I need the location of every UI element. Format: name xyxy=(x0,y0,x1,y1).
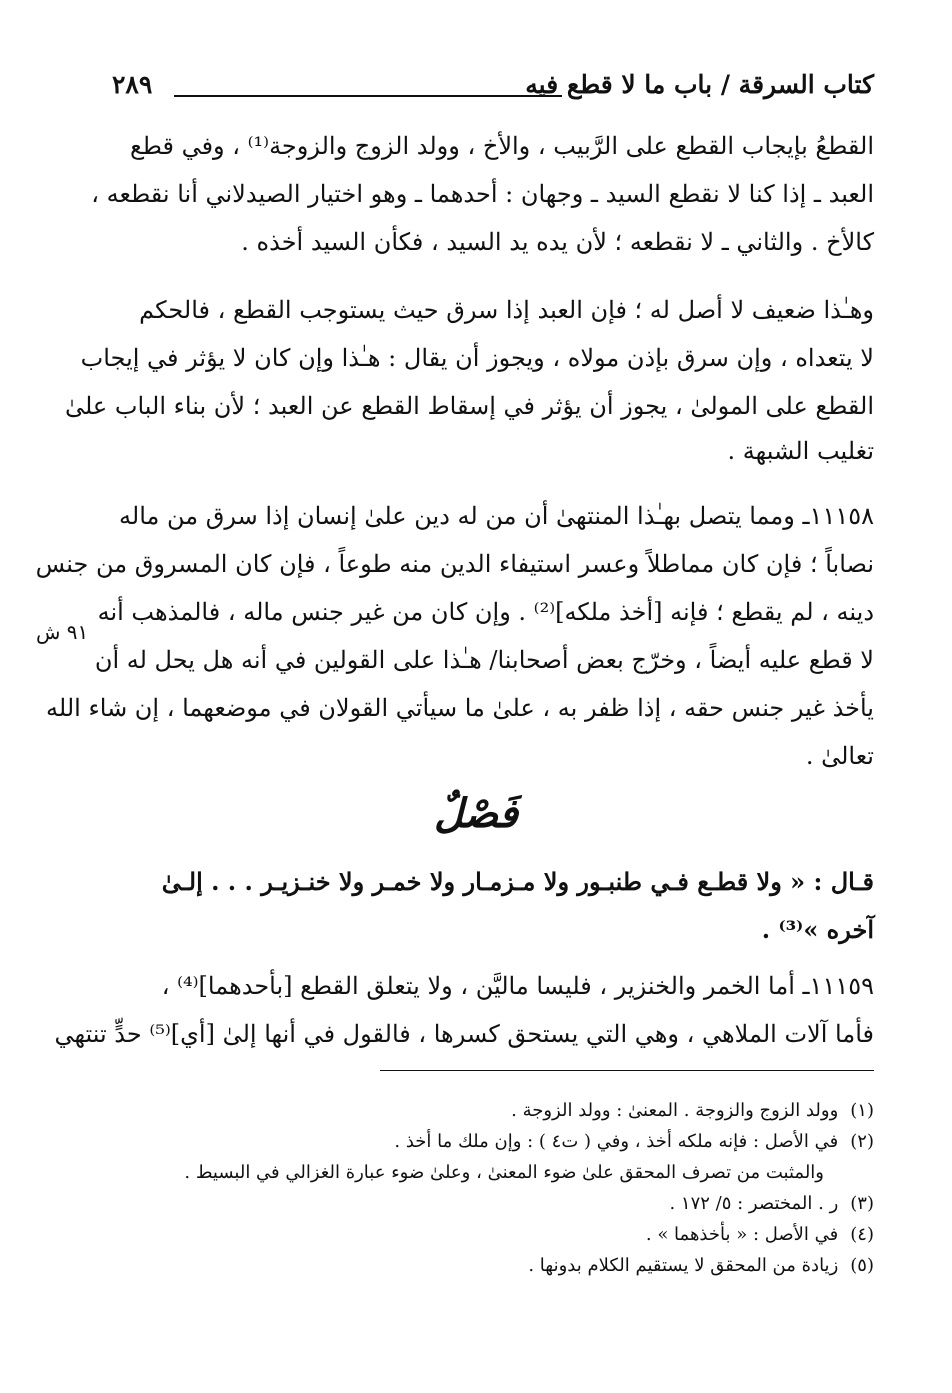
text-line: دينه ، لم يقطع ؛ فإنه [أخذ ملكه]⁽²⁾ . وإن كان من غير جنس ماله ، فالمذهب أنه xyxy=(97,598,874,626)
text-line: تعالىٰ . xyxy=(805,742,874,770)
footnote-item: (١) وولد الزوج والزوجة . المعنىٰ : وولد الزوجة . xyxy=(511,1100,874,1121)
text-line: يأخذ غير جنس حقه ، إذا ظفر به ، علىٰ ما سيأتي القولان في موضعهما ، إن شاء الله xyxy=(46,694,874,722)
text-line: لا يتعداه ، وإن سرق بإذن مولاه ، ويجوز أن يقال : هـٰذا وإن كان لا يؤثر في إيجاب xyxy=(80,344,874,372)
text-line: آخره »⁽³⁾ . xyxy=(761,915,874,944)
footnote-item: (٤) في الأصل : « بأخذهما » . xyxy=(645,1224,874,1245)
text-line: ١١١٥٨ـ ومما يتصل بهـٰذا المنتهىٰ أن من له دين علىٰ إنسان إذا سرق من ماله xyxy=(119,502,874,530)
text-line: القطع على المولىٰ ، يجوز أن يؤثر في إسقاط القطع عن العبد ؛ لأن بناء الباب علىٰ xyxy=(64,392,874,420)
text-line: نصاباً ؛ فإن كان مماطلاً وعسر استيفاء الدين منه طوعاً ، فإن كان المسروق من جنس xyxy=(35,550,874,578)
text-line: كالأخ . والثاني ـ لا نقطعه ؛ لأن يده يد السيد ، فكأن السيد أخذه . xyxy=(241,228,874,256)
header-rule xyxy=(174,95,562,97)
text-line: وهـٰذا ضعيف لا أصل له ؛ فإن العبد إذا سرق حيث يستوجب القطع ، فالحكم xyxy=(139,296,874,324)
footnote-item: (٢) في الأصل : فإنه ملكه أخذ ، وفي ( ت٤ ) : وإن ملك ما أخذ . xyxy=(394,1131,874,1152)
text-line: لا قطع عليه أيضاً ، وخرّج بعض أصحابنا/ هـٰذا على القولين في أنه هل يحل له أن xyxy=(94,646,874,674)
footnote-rule xyxy=(380,1070,874,1071)
page-number: ٢٨٩ xyxy=(112,70,153,99)
page-header xyxy=(112,70,874,110)
margin-note: ٩١ ش xyxy=(36,620,89,644)
footnote-item: والمثبت من تصرف المحقق علىٰ ضوء المعنىٰ ، وعلىٰ ضوء عبارة الغزالي في البسيط . xyxy=(184,1162,824,1183)
quoted-statement xyxy=(96,858,874,954)
text-line: العبد ـ إذا كنا لا نقطع السيد ـ وجهان : أحدهما ـ وهو اختيار الصيدلاني أنا نقطعه ، xyxy=(91,180,874,208)
footnotes xyxy=(96,1095,874,1281)
section-heading-fasl: فَصْلٌ xyxy=(433,790,519,837)
paragraph-11159 xyxy=(54,962,874,1058)
text-line: فأما آلات الملاهي ، وهي التي يستحق كسرها ، فالقول في أنها إلىٰ [أي]⁽⁵⁾ حدٍّ تنتهي xyxy=(54,1020,874,1048)
running-head: كتاب السرقة / باب ما لا قطع فيه xyxy=(525,70,874,99)
text-line: ١١١٥٩ـ أما الخمر والخنزير ، فليسا ماليَّن ، ولا يتعلق القطع [بأحدهما]⁽⁴⁾ ، xyxy=(161,972,874,1000)
text-line: القطعُ بإيجاب القطع على الرَّبيب ، والأخ ، وولد الزوج والزوجة⁽¹⁾ ، وفي قطع xyxy=(130,132,874,160)
text-line: تغليب الشبهة . xyxy=(727,437,874,465)
text-line: قـال : « ولا قطـع فـي طنبـور ولا مـزمـار ولا خمـر ولا خنـزيـر . . . إلـىٰ xyxy=(161,867,874,896)
footnote-item: (٥) زيادة من المحقق لا يستقيم الكلام بدونها . xyxy=(528,1255,874,1276)
footnote-item: (٣) ر . المختصر : ٥/ ١٧٢ . xyxy=(669,1193,874,1214)
